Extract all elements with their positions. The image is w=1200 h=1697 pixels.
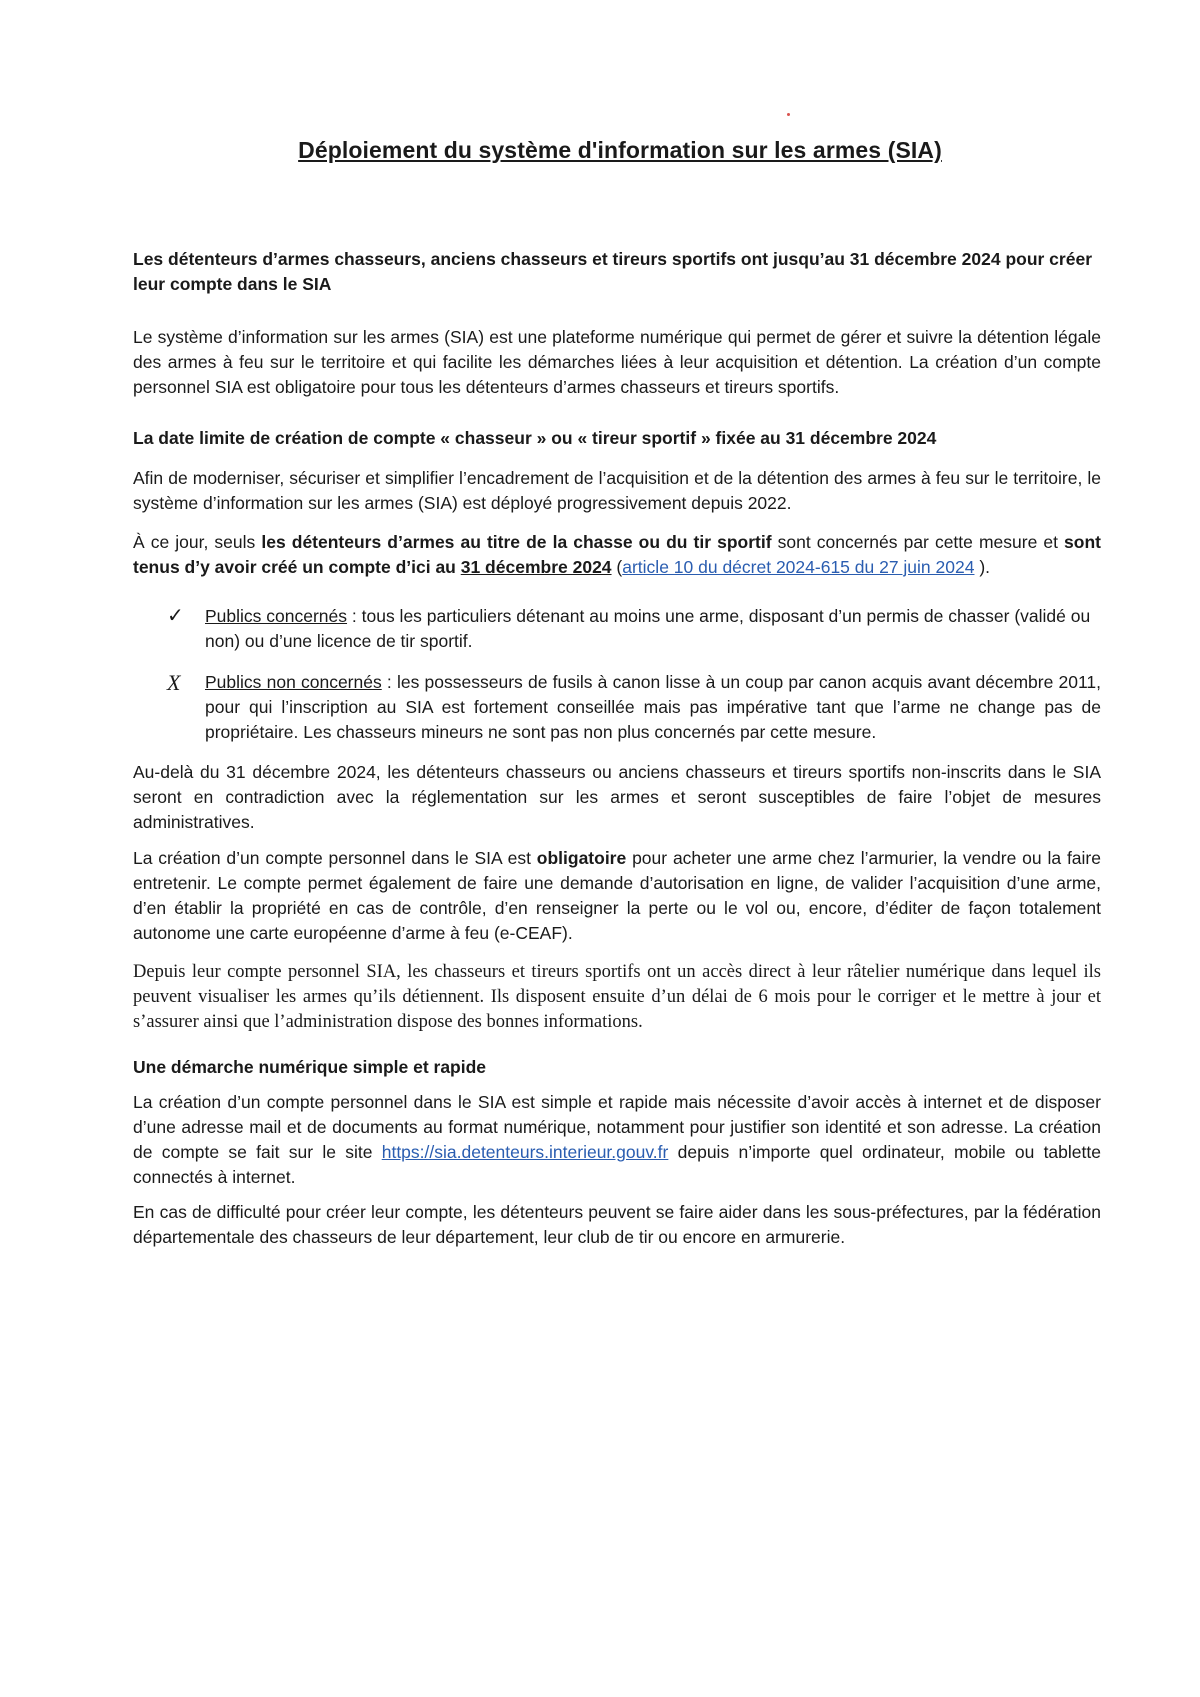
mandatory-paragraph	[133, 846, 1101, 946]
check-icon: ✓	[167, 605, 184, 627]
simple-text-1: La création d’un compte personnel dans le SIA est simple et rapide mais nécessite d’avoir accès à internet et de disposer d’une adresse mail et de documents au format numérique, notamment pour justifier son identité et son adresse. La création de compte se fait sur le site	[133, 1092, 1101, 1162]
not-concerned-text	[205, 670, 1101, 745]
sia-website-link[interactable]: https://sia.detenteurs.interieur.gouv.fr	[381, 1142, 669, 1162]
today-text-1: À ce jour, seuls	[133, 532, 262, 552]
concerned-item	[133, 604, 1101, 656]
not-concerned-label: Publics non concernés	[205, 672, 382, 692]
cross-icon: X	[167, 670, 181, 695]
mandatory-bold: obligatoire	[536, 848, 627, 868]
today-text-4: ).	[974, 557, 991, 577]
not-concerned-description: : les possesseurs de fusils à canon lisse à un coup par canon acquis avant décembre 2011, pour qui l’inscription au SIA est fortement conseillée mais pas impérative tant que l’arme ne change pas de propriétaire. Les chasseurs mineurs ne sont pas non plus concernés par cette mesure.	[205, 672, 1101, 742]
simple-heading: Une démarche numérique simple et rapide	[133, 1057, 487, 1077]
rack-paragraph: Depuis leur compte personnel SIA, les chasseurs et tireurs sportifs ont un accès direct à leur râtelier numérique dans lequel ils peuvent visualiser les armes qu’ils détiennent. Ils disposent ensuite d’un délai de 6 mois pour le corriger et le mettre à jour et s’assurer ainsi que l’administration dispose des bonnes informations.	[133, 962, 1101, 1032]
help-paragraph: En cas de difficulté pour créer leur compte, les détenteurs peuvent se faire aider dans les sous-préfectures, par la fédération départementale des chasseurs de leur département, leur club de tir ou encore en armurerie.	[133, 1202, 1101, 1247]
today-text-2: sont concernés par cette mesure et	[771, 532, 1065, 552]
concerned-label: Publics concernés	[205, 606, 348, 626]
mandatory-text-2: pour acheter une arme chez l’armurier, la vendre ou la faire entretenir. Le compte permet également de faire une demande d’autorisation en ligne, de valider l’acquisition d’une arme, d’en établir la propriété en cas de contrôle, d’en renseigner la perte ou le vol ou, encore, d’éditer de façon totalement autonome une carte européenne d’arme à feu (e-CEAF).	[133, 848, 1101, 943]
today-bold-date: 31 décembre 2024	[460, 557, 612, 577]
concerned-text	[205, 604, 1101, 654]
concerned-description: : tous les particuliers détenant au moins une arme, disposant d’un permis de chasser (validé ou non) ou d’une licence de tir sportif.	[205, 606, 1091, 651]
intro-heading: Les détenteurs d’armes chasseurs, anciens chasseurs et tireurs sportifs ont jusqu’au 31 décembre 2024 pour créer leur compte dans le SIA	[133, 249, 1093, 294]
document-title: Déploiement du système d'information sur les armes (SIA)	[298, 137, 942, 163]
deadline-paragraph: Afin de moderniser, sécuriser et simplifier l’encadrement de l’acquisition et de la détention des armes à feu sur le territoire, le système d’information sur les armes (SIA) est déployé progressivement depuis 2022.	[133, 468, 1101, 513]
intro-paragraph: Le système d’information sur les armes (SIA) est une plateforme numérique qui permet de gérer et suivre la détention légale des armes à feu sur le territoire et qui facilite les démarches liées à leur acquisition et détention. La création d’un compte personnel SIA est obligatoire pour tous les détenteurs d’armes chasseurs et tireurs sportifs.	[133, 327, 1101, 397]
simple-paragraph	[133, 1090, 1101, 1190]
today-bold-2: sont tenus d’y avoir créé un compte d’ici au	[133, 532, 1101, 577]
today-bold-1: les détenteurs d’armes au titre de la chasse ou du tir sportif	[261, 532, 772, 552]
today-paragraph	[133, 530, 1101, 580]
deadline-heading: La date limite de création de compte « chasseur » ou « tireur sportif » fixée au 31 décembre 2024	[133, 428, 937, 448]
mandatory-text-1: La création d’un compte personnel dans le SIA est	[133, 848, 537, 868]
not-concerned-item	[133, 670, 1101, 746]
decree-link[interactable]: article 10 du décret 2024-615 du 27 juin 2024	[622, 557, 975, 577]
beyond-paragraph: Au-delà du 31 décembre 2024, les détenteurs chasseurs ou anciens chasseurs et tireurs sportifs non-inscrits dans le SIA seront en contradiction avec la réglementation sur les armes et seront susceptibles de faire l’objet de mesures administratives.	[133, 762, 1101, 832]
simple-text-2: depuis n’importe quel ordinateur, mobile ou tablette connectés à internet.	[133, 1142, 1101, 1187]
red-dot-mark	[787, 113, 790, 116]
today-text-3: (	[611, 557, 623, 577]
